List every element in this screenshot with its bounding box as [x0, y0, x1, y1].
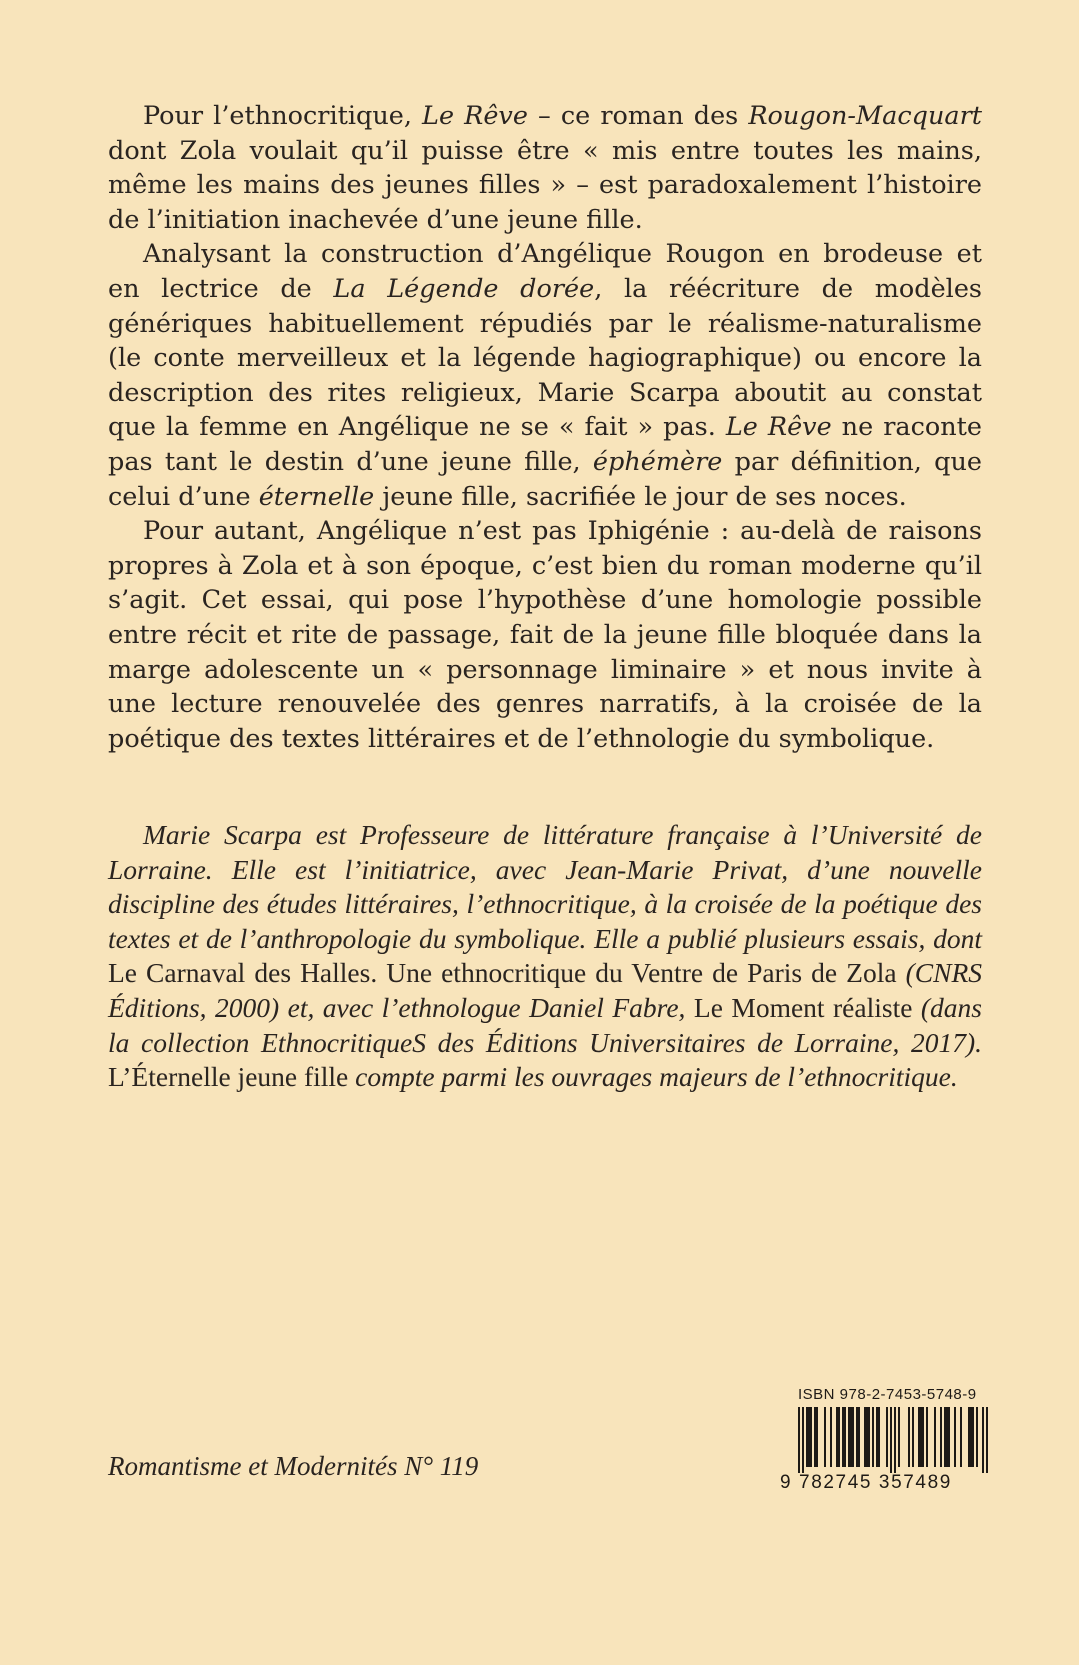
author-bio-paragraph: [108, 818, 982, 1095]
barcode-bar: [972, 1407, 974, 1467]
text-run: Pour autant, Angélique n’est pas Iphigénie : au-delà de raisons propres à Zola et à son époque, c’est bien du roman moderne qu’il s’agit. Cet essai, qui pose l’hypothèse d’une homologie possible entre récit et rite de passage, fait de la jeune fille bloquée dans la marge adolescente un « personnage liminaire » et nous invite à une lecture renouvelée des genres narratifs, à la croisée de la poétique des textes littéraires et de l’ethnologie du symbolique.: [108, 516, 982, 754]
barcode-bar: [814, 1407, 816, 1467]
italic-text-run: éphémère: [592, 446, 723, 477]
italic-text-run: Le Rêve: [725, 412, 832, 443]
text-run: Le Moment réaliste: [693, 991, 913, 1023]
barcode-bar: [842, 1407, 844, 1467]
summary-paragraph-3: [108, 514, 982, 756]
author-biography: [108, 818, 982, 1095]
summary-text: [108, 99, 982, 756]
barcode-guard-bar: [982, 1407, 984, 1473]
barcode-bar: [810, 1407, 812, 1467]
barcode-bar: [918, 1407, 920, 1467]
barcode-guard-bar: [798, 1407, 800, 1473]
italic-text-run: Le Rêve: [422, 101, 528, 131]
barcode-bar: [824, 1407, 826, 1467]
barcode-bar: [934, 1407, 936, 1467]
text-run: , la réécriture de modèles génériques habituellement répudiés par le réalisme-naturalisme (le conte merveilleux et la légende hagiographique) ou encore la description des rites religieux, Marie Scarpa aboutit au constat que la femme en Angélique ne se « fait » pas.: [108, 273, 982, 443]
barcode-bar: [960, 1407, 962, 1467]
ean-digits: 9 782745 357489: [780, 1472, 952, 1493]
barcode-bar: [912, 1407, 914, 1467]
italic-text-run: (CNRS Éditions, 2000) et, avec l’ethnologue Daniel Fabre,: [108, 957, 983, 1023]
barcode-bar: [872, 1407, 874, 1467]
series-line: Romantisme et Modernités N° 119: [108, 1451, 479, 1481]
text-run: Pour l’ethnocritique,: [143, 101, 423, 131]
barcode-bar: [970, 1407, 972, 1467]
barcode-bar: [864, 1407, 866, 1467]
barcode-bar: [816, 1407, 818, 1467]
barcode-bar: [868, 1407, 870, 1467]
barcode-bar: [838, 1407, 840, 1467]
barcode-bar: [830, 1407, 832, 1467]
barcode-bar: [908, 1407, 910, 1467]
barcode-bars: [798, 1407, 988, 1473]
barcode-bar: [876, 1407, 878, 1467]
barcode-bar: [968, 1407, 970, 1467]
barcode-bar: [898, 1407, 900, 1467]
barcode-bar: [948, 1407, 950, 1467]
summary-paragraph-1: [108, 99, 982, 237]
barcode-bar: [836, 1407, 838, 1467]
barcode-guard-bar: [894, 1407, 896, 1473]
barcode-bar: [848, 1407, 850, 1467]
barcode-bar: [926, 1407, 928, 1467]
isbn-barcode: [780, 1386, 1008, 1494]
italic-text-run: compte parmi les ouvrages majeurs de l’ethnocritique.: [348, 1061, 958, 1093]
italic-text-run: éternelle: [258, 481, 375, 512]
barcode-bar: [844, 1407, 846, 1467]
text-run: ne raconte pas tant le destin d’une jeune fille,: [108, 412, 982, 477]
barcode-bar: [922, 1407, 924, 1467]
text-run: – ce roman des: [527, 101, 749, 131]
barcode-bar: [944, 1407, 946, 1467]
barcode-bar: [886, 1407, 888, 1467]
barcode-bar: [940, 1407, 942, 1467]
barcode-bar: [920, 1407, 922, 1467]
barcode-guard-bar: [986, 1407, 988, 1473]
text-run: dont Zola voulait qu’il puisse être « mis entre toutes les mains, même les mains des jeunes filles » – est paradoxalement l’histoire de l’initiation inachevée d’une jeune fille.: [108, 135, 982, 235]
barcode-bar: [954, 1407, 956, 1467]
text-run: par définition, que celui d’une: [108, 446, 982, 512]
barcode-bar: [976, 1407, 978, 1467]
barcode-bar: [850, 1407, 852, 1467]
italic-text-run: La Légende dorée: [333, 273, 595, 304]
text-run: Analysant la construction d’Angélique Rougon en brodeuse et en lectrice de: [108, 239, 982, 304]
summary-paragraph-2: [108, 237, 982, 514]
barcode-bar: [808, 1407, 810, 1467]
barcode-guard-bar: [802, 1407, 804, 1473]
barcode-guard-bar: [890, 1407, 892, 1473]
barcode-bar: [878, 1407, 880, 1467]
text-run: jeune fille, sacrifiée le jour de ses noces.: [374, 481, 907, 512]
barcode-bar: [806, 1407, 808, 1467]
italic-text-run: (dans la collection EthnocritiqueS des Éditions Universitaires de Lorraine, 2017).: [108, 991, 982, 1058]
barcode-bar: [852, 1407, 854, 1467]
isbn-label: ISBN 978-2-7453-5748-9: [798, 1386, 977, 1403]
barcode-bar: [866, 1407, 868, 1467]
italic-text-run: Rougon-Macquart: [748, 101, 983, 131]
text-run: Le Carnaval des Halles. Une ethnocritique du Ventre de Paris de Zola: [108, 957, 897, 989]
barcode-bar: [856, 1407, 858, 1467]
barcode-bar: [858, 1407, 860, 1467]
italic-text-run: Marie Scarpa est Professeure de littérature française à l’Université de Lorraine. Elle est l’initiatrice, avec Jean-Marie Privat, d’une nouvelle discipline des études littéraires, l’ethnocritique, à la croisée de la poétique des textes et de l’anthropologie du symbolique. Elle a publié plusieurs essais, dont: [108, 819, 982, 954]
barcode-bar: [946, 1407, 948, 1467]
text-run: L’Éternelle jeune fille: [108, 1061, 349, 1093]
